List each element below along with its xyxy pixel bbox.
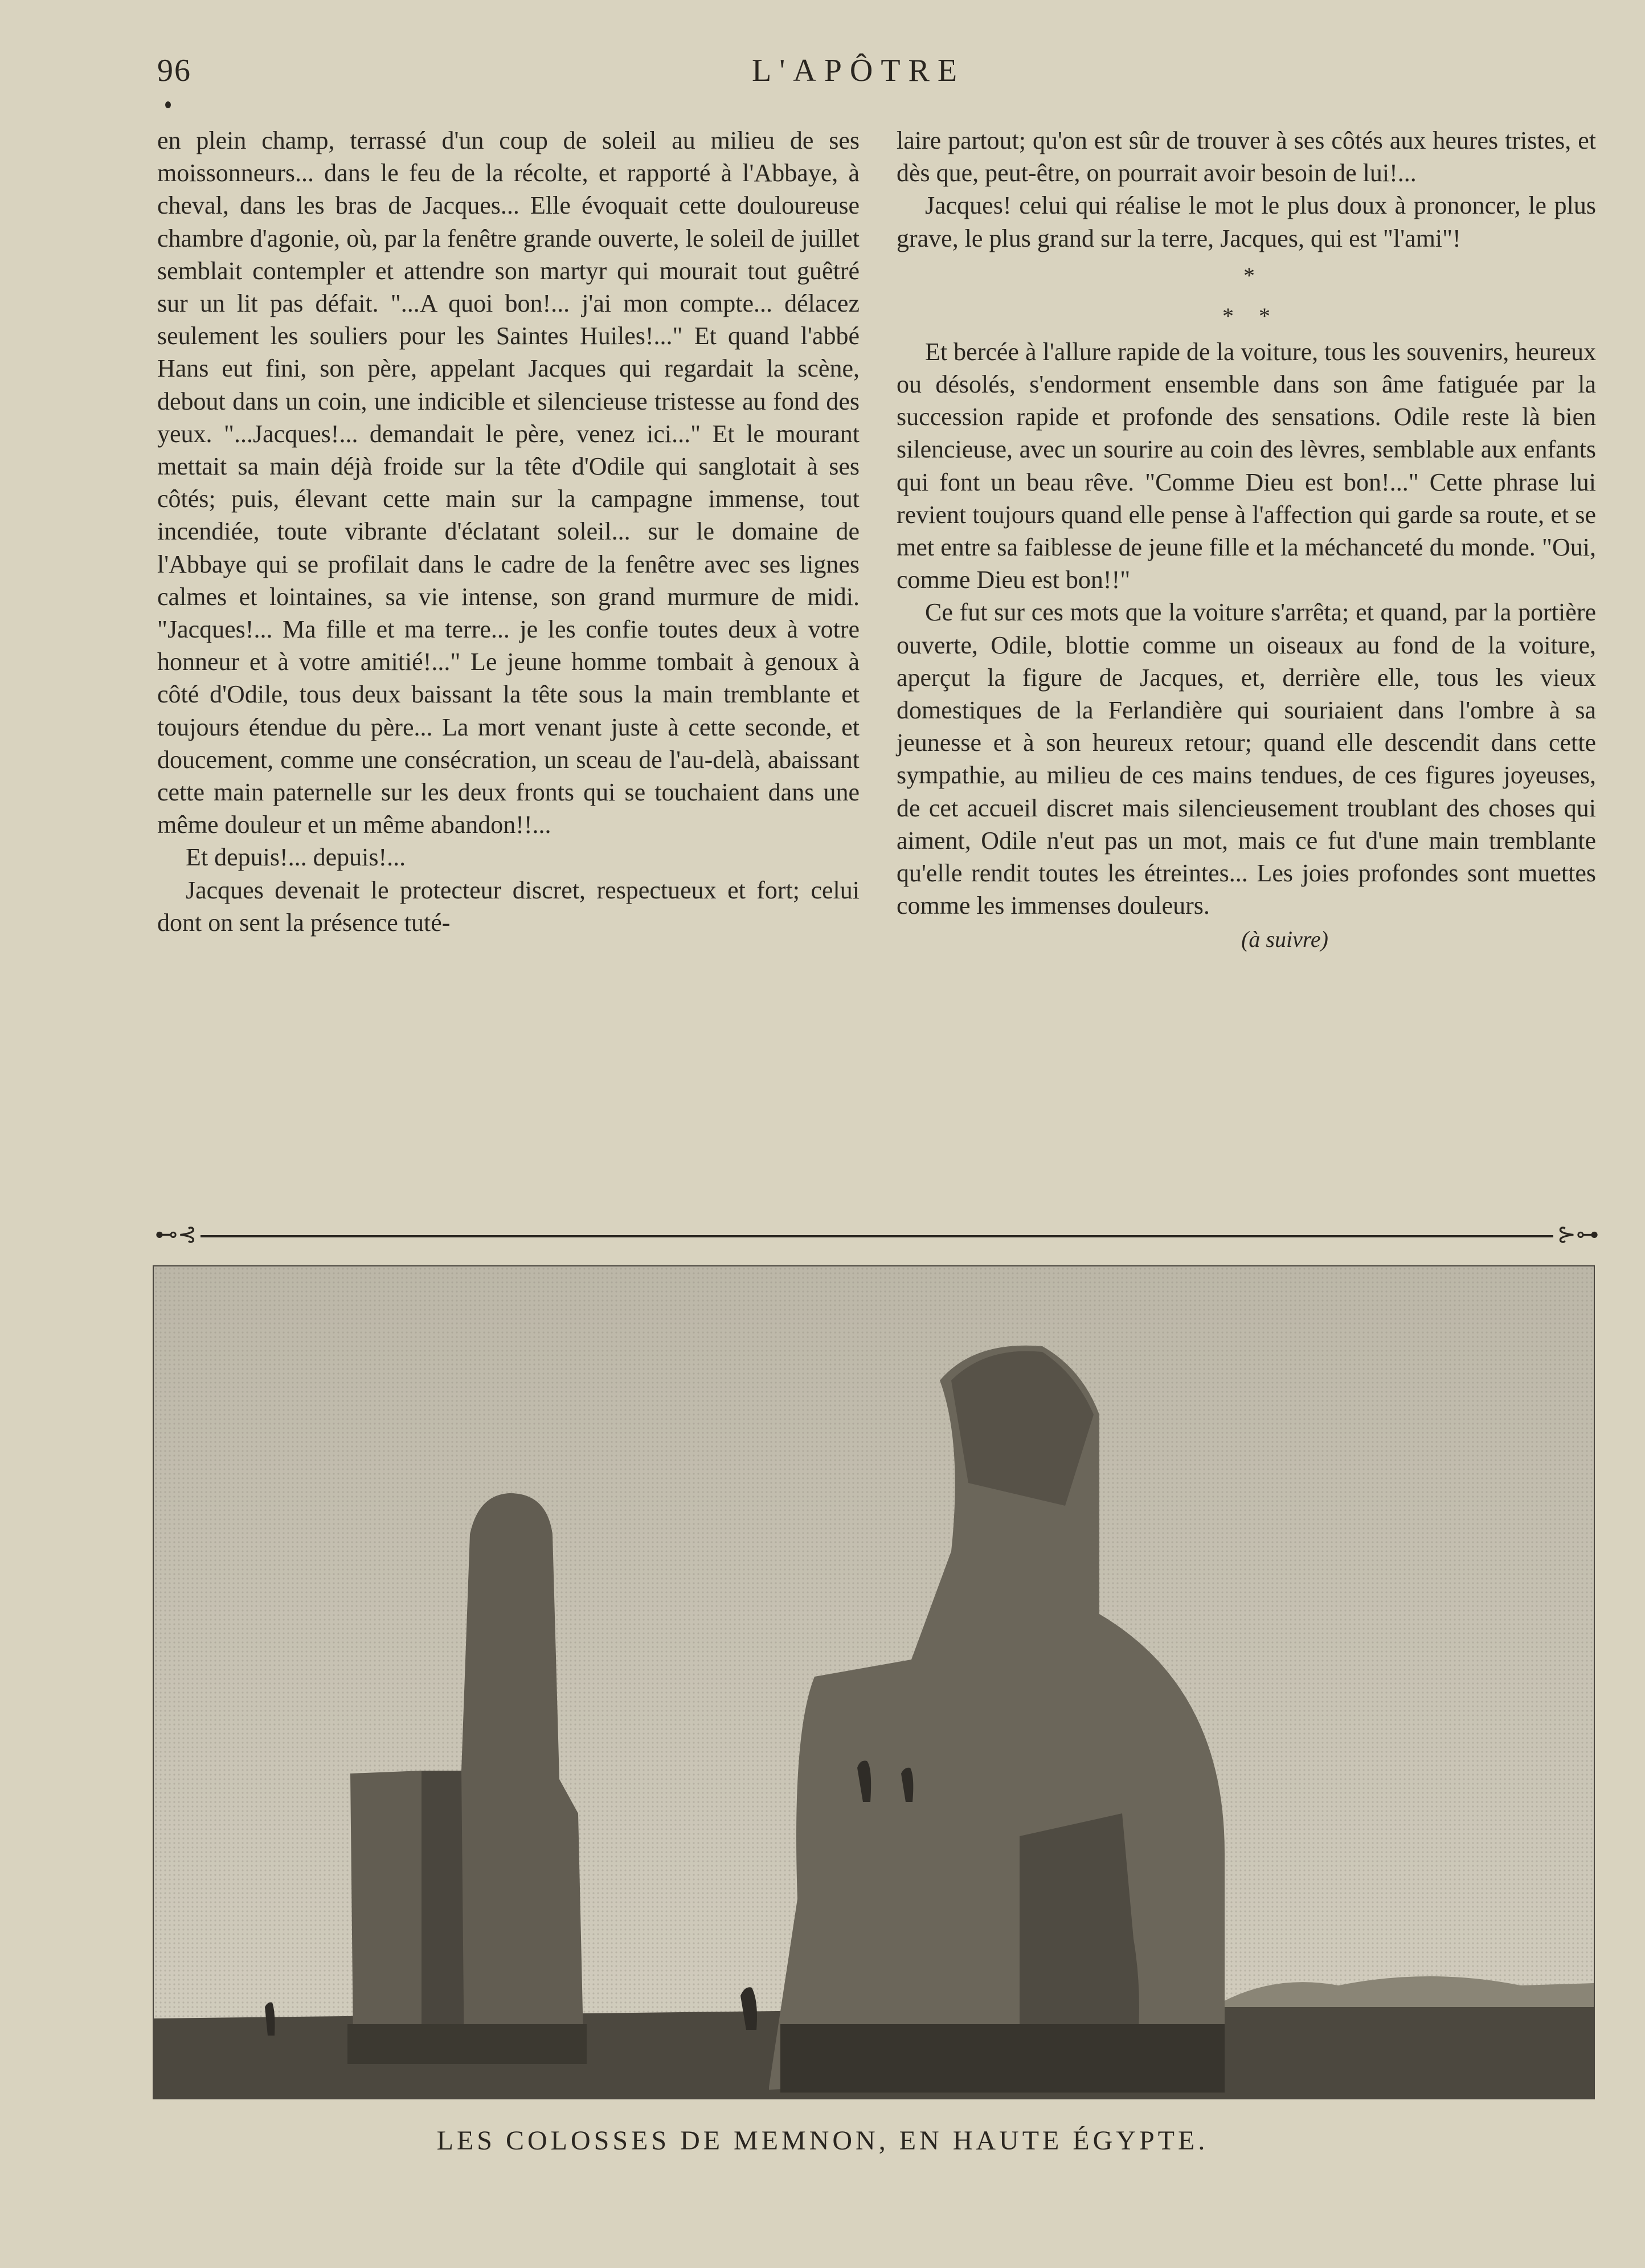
ornamental-divider bbox=[155, 1221, 1599, 1247]
ink-dot bbox=[165, 101, 171, 108]
running-title: L'APÔTRE bbox=[752, 53, 965, 88]
page-number: 96 bbox=[157, 53, 191, 88]
paragraph: en plein champ, terrassé d'un coup de soleil au milieu de ses moissonneurs... dans le feu de la récolte, et rapporté à l'Abbaye, à cheval, dans les bras de Jacques... Elle évoquait cette douloureuse chambre d'agonie, où, par la fenêtre grande ouverte, le soleil de juillet semblait contempler et attendre son martyr qui mourait tout guêtré sur un lit pas défait. "...A quoi bon!... j'ai mon compte... délacez seulement les souliers pour les Saintes Huiles!..." Et quand l'abbé Hans eut fini, son père, appelant Jacques qui regardait la scène, debout dans un coin, une indicible et silencieuse tristesse au fond des yeux. "...Jacques!... demandait le père, venez ici..." Et le mourant mettait sa main déjà froide sur la tête d'Odile qui sanglotait à ses côtés; puis, élevant cette main sur la campagne immense, tout incendiée, toute vibrante d'éclatant soleil... sur le domaine de l'Abbaye qui se profilait dans le cadre de la fenêtre avec ses lignes calmes et lointaines, sa vie intense, son grand murmure de midi. "Jacques!... Ma fille et ma terre... je les confie toutes deux à votre honneur et à votre amitié!..." Le jeune homme tombait à genoux à côté d'Odile, tous deux baissant la tête sous la main tremblante et toujours étendue du père... La mort venant juste à cette seconde, et doucement, comme une consécration, un sceau de l'au-delà, abaissant cette main paternelle sur les deux fronts qui se touchaient dans une même douleur et un même abandon!!... bbox=[157, 126, 860, 839]
continuation-note: (à suivre) bbox=[1241, 926, 1328, 953]
paragraph: Ce fut sur ces mots que la voiture s'arrêta; et quand, par la portière ouverte, Odile, blottie comme un oiseaux au fond de la voiture, aperçut la figure de Jacques, et, derrière elle, tous les vieux domestiques de la Ferlandière qui souriaient dans l'ombre à sa jeunesse et à son heureux retour; quand elle descendit dans cette sympathie, au milieu de ces mains tendues, de ces figures joyeuses, de cet accueil discret mais silencieusement troublant des choses qui aiment, Odile n'eut pas un mot, mais ce fut d'une main tremblante qu'elle rendit toutes les étreintes... Les joies profondes sont muettes comme les immenses douleurs. bbox=[897, 598, 1596, 920]
photo-illustration bbox=[154, 1266, 1594, 2098]
paragraph: Jacques devenait le protecteur discret, respectueux et fort; celui dont on sent la présence tuté- bbox=[157, 876, 860, 937]
paragraph: Et depuis!... depuis!... bbox=[186, 843, 406, 872]
left-colossus-shadow bbox=[422, 1771, 464, 2061]
paragraph: laire partout; qu'on est sûr de trouver à ses côtés aux heures tristes, et dès que, peut-être, on pourrait avoir besoin de lui!... bbox=[897, 126, 1596, 187]
divider-ornament-left: ⊷⊰ bbox=[155, 1221, 197, 1247]
figure-caption: LES COLOSSES DE MEMNON, EN HAUTE ÉGYPTE. bbox=[436, 2126, 1209, 2156]
section-break-stars: * * bbox=[1222, 303, 1270, 329]
right-column bbox=[897, 124, 1596, 956]
left-colossus-base bbox=[347, 2024, 587, 2064]
paragraph: Jacques! celui qui réalise le mot le plus doux à prononcer, le plus grave, le plus grand sur la terre, Jacques, qui est "l'ami"! bbox=[897, 191, 1596, 252]
left-column bbox=[157, 124, 860, 939]
right-colossus-base bbox=[780, 2024, 1225, 2093]
section-break-star: * bbox=[1243, 262, 1255, 288]
photograph-colossi-of-memnon bbox=[153, 1265, 1595, 2099]
divider-ornament-right: ⊱⊶ bbox=[1557, 1221, 1599, 1247]
divider-line bbox=[200, 1235, 1553, 1237]
paragraph: Et bercée à l'allure rapide de la voiture, tous les souvenirs, heureux ou désolés, s'endorment ensemble dans son âme fatiguée par la succession rapide et profonde des sensations. Odile reste là bien silencieuse, avec un sourire au coin des lèvres, semblable aux enfants qui font un beau rêve. "Comme Dieu est bon!..." Cette phrase lui revient toujours quand elle pense à l'affection qui garde sa route, et se met entre sa faiblesse de jeune fille et la méchanceté du monde. "Oui, comme Dieu est bon!!" bbox=[897, 337, 1596, 594]
